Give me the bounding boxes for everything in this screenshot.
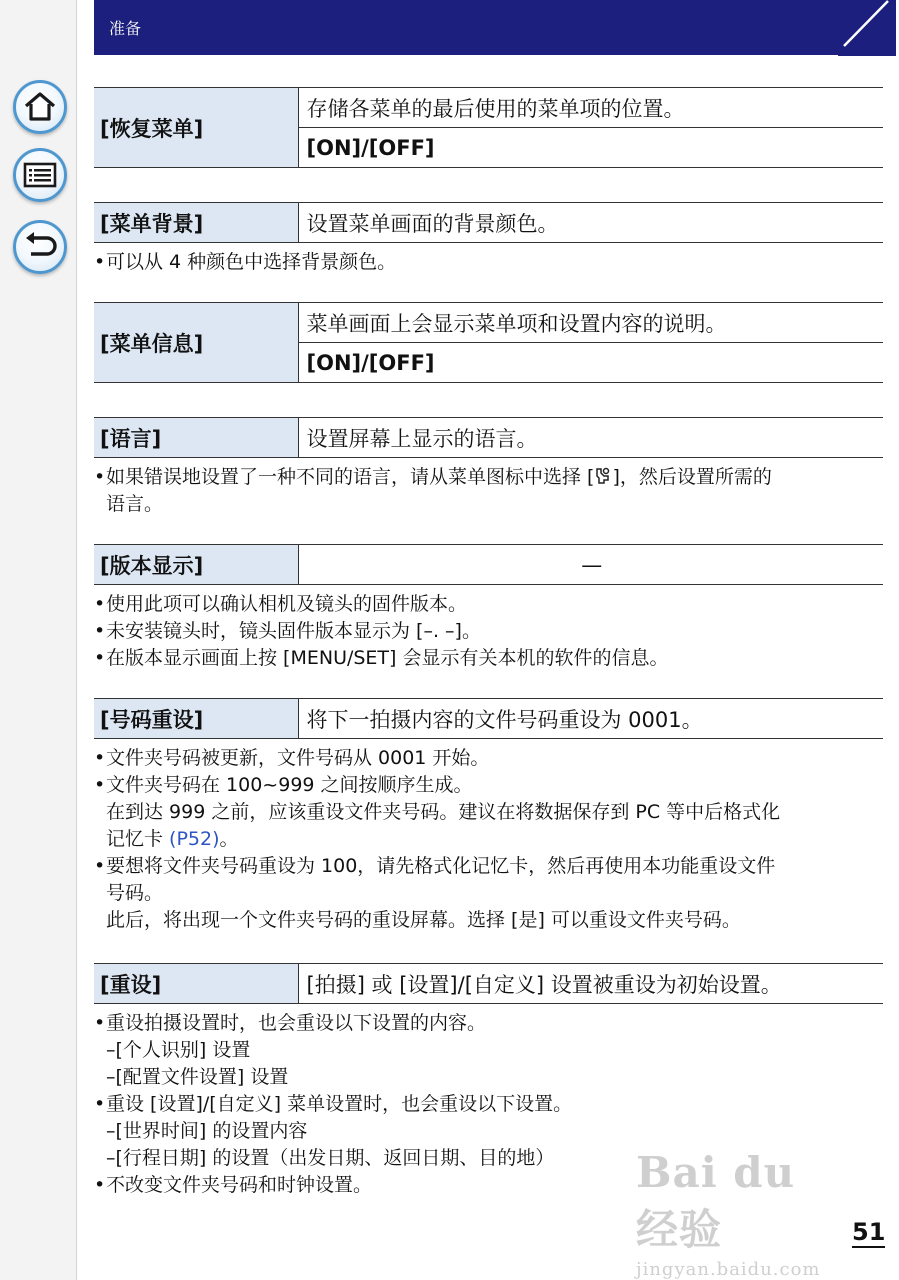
section-language	[94, 417, 883, 518]
section-menu-background	[94, 202, 883, 276]
note-item: • 使用此项可以确认相机及镜头的固件版本。	[94, 593, 468, 615]
note-item: • 不改变文件夹号码和时钟设置。	[94, 1174, 373, 1196]
setting-description: 设置屏幕上显示的语言。	[298, 418, 883, 458]
baidu-watermark: Bai du 经验 jingyan.baidu.com	[636, 1148, 821, 1280]
setting-options: [ON]/[OFF]	[298, 343, 883, 383]
setting-name: [语言]	[94, 418, 298, 458]
setting-description: —	[298, 545, 883, 585]
header-corner-decoration	[836, 0, 896, 56]
list-icon	[23, 161, 57, 189]
section-version-display	[94, 544, 883, 672]
page-link-p52[interactable]: (P52)	[169, 828, 220, 850]
home-button[interactable]	[13, 80, 67, 134]
header-bar	[94, 0, 883, 48]
setting-name: [重设]	[94, 964, 298, 1004]
menu-list-button[interactable]	[13, 148, 67, 202]
back-button[interactable]	[13, 220, 67, 274]
home-icon	[23, 91, 57, 123]
note-item: • 重设拍摄设置时，也会重设以下设置的内容。 –[个人识别] 设置 –[配置文件设置] 设置	[94, 1012, 487, 1088]
setting-name: [号码重设]	[94, 699, 298, 739]
header-rule	[94, 48, 883, 55]
settings-wrench-icon	[594, 466, 612, 486]
section-title: 准备	[109, 19, 142, 38]
setting-description: 将下一拍摄内容的文件号码重设为 0001。	[298, 699, 883, 739]
setting-description: 菜单画面上会显示菜单项和设置内容的说明。	[298, 303, 883, 343]
note-item: • 可以从 4 种颜色中选择背景颜色。	[94, 251, 397, 273]
note-item: • 重设 [设置]/[自定义] 菜单设置时，也会重设以下设置。 –[世界时间] 的设置内容 –[行程日期] 的设置（出发日期、返回日期、目的地）	[94, 1093, 573, 1169]
setting-name: [菜单信息]	[94, 303, 298, 383]
note-item: • 文件夹号码在 100~999 之间按顺序生成。 在到达 999 之前，应该重设文件夹号码。建议在将数据保存到 PC 等中后格式化 记忆卡 (P52)。	[94, 774, 781, 850]
page-number: 51	[852, 1218, 886, 1246]
setting-description: [拍摄] 或 [设置]/[自定义] 设置被重设为初始设置。	[298, 964, 883, 1004]
section-menu-info	[94, 302, 883, 383]
note-item: • 在版本显示画面上按 [MENU/SET] 会显示有关本机的软件的信息。	[94, 647, 669, 669]
section-number-reset	[94, 698, 883, 934]
back-arrow-icon	[23, 232, 57, 262]
section-restore-menu	[94, 87, 883, 168]
setting-name: [菜单背景]	[94, 203, 298, 243]
setting-description: 存储各菜单的最后使用的菜单项的位置。	[298, 88, 883, 128]
setting-name: [版本显示]	[94, 545, 298, 585]
note-item: • 未安装镜头时，镜头固件版本显示为 [–. –]。	[94, 620, 481, 642]
note-item: • 如果错误地设置了一种不同的语言，请从菜单图标中选择 [ ]，然后设置所需的 语言。	[94, 466, 772, 515]
note-item: • 文件夹号码被更新，文件号码从 0001 开始。	[94, 747, 490, 769]
note-item: • 要想将文件夹号码重设为 100，请先格式化记忆卡，然后再使用本功能重设文件 号码。 此后，将出现一个文件夹号码的重设屏幕。选择 [是] 可以重设文件夹号码。	[94, 855, 776, 931]
setting-name: [恢复菜单]	[94, 88, 298, 168]
setting-description: 设置菜单画面的背景颜色。	[298, 203, 883, 243]
setting-options: [ON]/[OFF]	[298, 128, 883, 168]
